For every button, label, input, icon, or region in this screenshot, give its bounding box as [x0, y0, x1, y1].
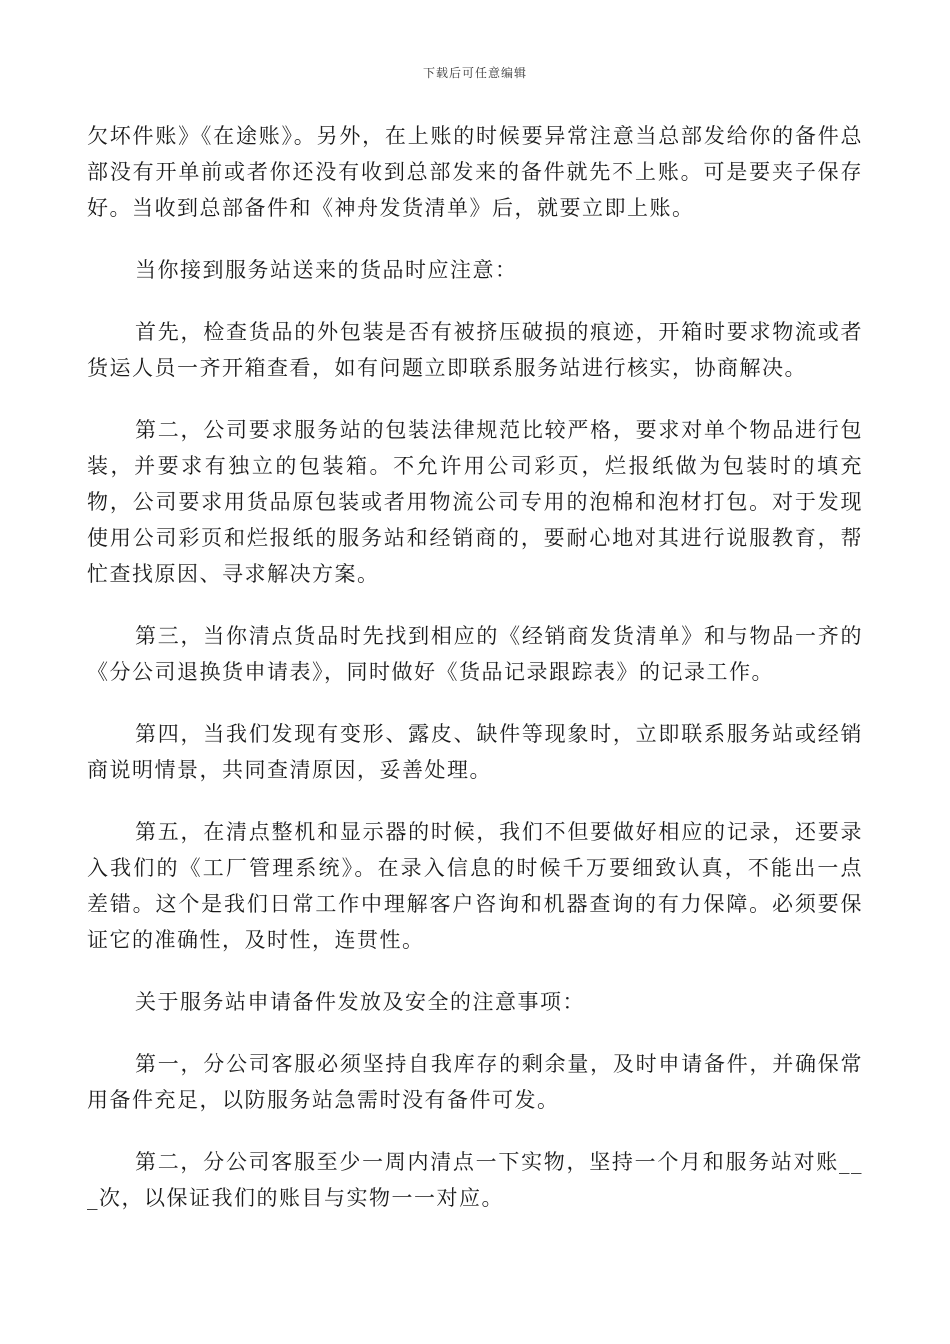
paragraph-receiving-intro: 当你接到服务站送来的货品时应注意：: [135, 258, 518, 282]
paragraph-third: 第三，当你清点货品时先找到相应的《经销商发货清单》和与物品一齐的《分公司退换货申请表》，同时做好《货品记录跟踪表》的记录工作。: [87, 624, 863, 684]
page-header: 下载后可任意编辑: [422, 66, 527, 80]
paragraph-parts-second: 第二，分公司客服至少一周内清点一下实物，坚持一个月和服务站对账___次，以保证我们的账目与实物一一对应。: [87, 1150, 863, 1210]
paragraph-second: 第二，公司要求服务站的包装法律规范比较严格，要求对单个物品进行包装，并要求有独立的包装箱。不允许用公司彩页，烂报纸做为包装时的填充物，公司要求用货品原包装或者用物流公司专用的泡棉和泡材打包。对于发现使用公司彩页和烂报纸的服务站和经销商的，要耐心地对其进行说服教育，帮忙查找原因、寻求解决方案。: [87, 418, 863, 586]
paragraph-parts-intro: 关于服务站申请备件发放及安全的注意事项：: [135, 990, 585, 1014]
paragraph-fourth: 第四，当我们发现有变形、露皮、缺件等现象时，立即联系服务站或经销商说明情景，共同查清原因，妥善处理。: [87, 722, 863, 782]
paragraph-continuation: 欠坏件账》《在途账》。另外，在上账的时候要异常注意当总部发给你的备件总部没有开单前或者你还没有收到总部发来的备件就先不上账。可是要夹子保存好。当收到总部备件和《神舟发货清单》后，就要立即上账。: [87, 124, 863, 220]
document-body: [87, 118, 863, 1242]
paragraph-fifth: 第五，在清点整机和显示器的时候，我们不但要做好相应的记录，还要录入我们的《工厂管理系统》。在录入信息的时候千万要细致认真，不能出一点差错。这个是我们日常工作中理解客户咨询和机器查询的有力保障。必须要保证它的准确性，及时性，连贯性。: [87, 820, 863, 952]
paragraph-parts-first: 第一，分公司客服必须坚持自我库存的剩余量，及时申请备件，并确保常用备件充足，以防服务站急需时没有备件可发。: [87, 1052, 863, 1112]
paragraph-first: 首先，检查货品的外包装是否有被挤压破损的痕迹，开箱时要求物流或者货运人员一齐开箱查看，如有问题立即联系服务站进行核实，协商解决。: [87, 320, 863, 380]
